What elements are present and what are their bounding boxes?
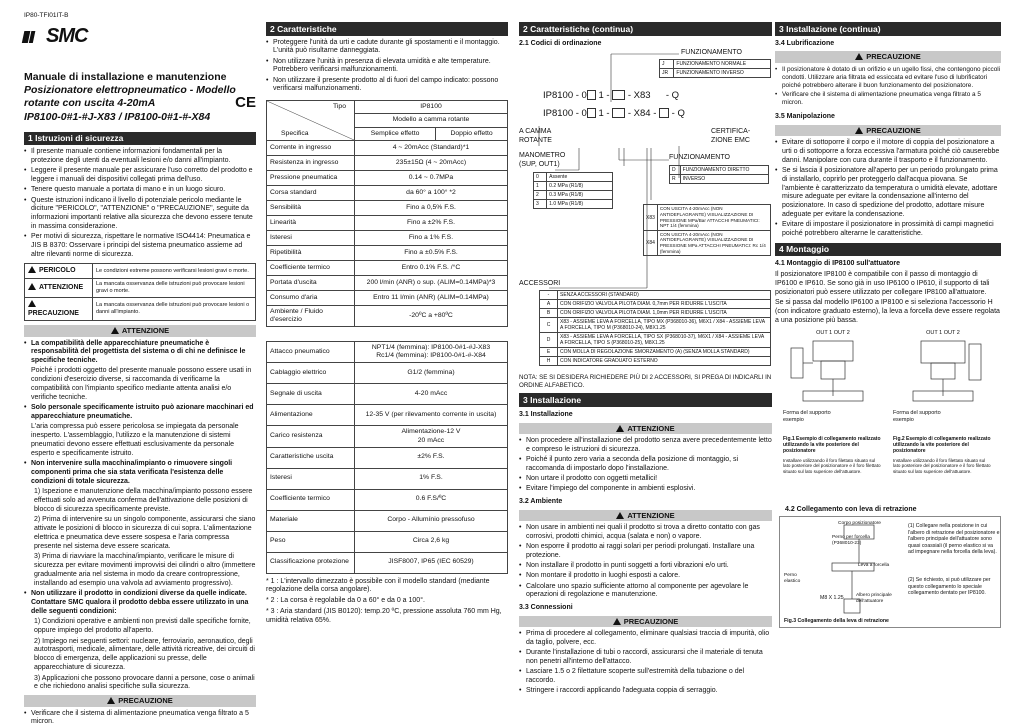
list-item: 1) Condizioni operative e ambienti non previsti dalle specifiche fornite, oppure impiego del prodotto all'aperto. (34, 618, 256, 636)
code-cell: J (660, 60, 674, 69)
fig1-subcaption: Installare utilizzando il foro filettato situato sul lato posteriore del posizionatore e il foro filettato situato sul lato superiore dell'attuatore. (783, 458, 883, 475)
manometro-label: MANOMETRO (SUP, OUT1) (519, 152, 579, 170)
table-row (267, 447, 508, 468)
signal-text: La mancata osservanza delle istruzioni può provocare lesioni gravi o morte. (93, 279, 256, 298)
table-row (25, 279, 256, 298)
desc-cell: 1.0 MPa (R1/8) (547, 199, 613, 208)
table-row (25, 297, 256, 321)
code-part: 1 - (598, 108, 609, 119)
table-row (644, 230, 771, 256)
numbered-list (24, 488, 256, 588)
row-label-cell: Materiale (267, 510, 355, 531)
list-item: • Non utilizzare l'unità in presenza di elevata umidità e alte temperature. Potrebbero verificarsi malfunzionamenti. (266, 58, 508, 76)
table-row (540, 356, 771, 365)
code-part: IP8100 - 0 (543, 108, 587, 119)
desc-cell: FUNZIONAMENTO NORMALE (674, 60, 771, 69)
accessori-body (540, 291, 771, 365)
list-item: 1) Ispezione e manutenzione della macchina/impianto possono essere effettuati solo ad avvenuta conferma dell'attivazione delle posizioni di blocco di sicurezza specificamente previste. (34, 488, 256, 514)
accessori-table (539, 290, 771, 365)
spec-table-2-body (267, 342, 508, 573)
row-value-cell: X83 - ASSIEME LEVA A FORCELLA, TIPO SX (P368010-37), M6X1 / X84 - ASSIEME LEVA A FORCELLA, TIPO S (P368010-25), M8X1.25 (558, 333, 771, 348)
row-value-cell: 1% F.S. (355, 468, 508, 489)
subsection-heading: 3.5 Manipolazione (775, 113, 1001, 122)
row-label-cell: Peso (267, 531, 355, 552)
fig2-caption: Fig.2 Esempio di collegamento realizzato utilizzando la vite posteriore del posizionatore (893, 436, 993, 455)
desc-cell: Assente (547, 173, 613, 182)
precaution-list (24, 710, 256, 727)
doppio-cell: Doppio effetto (436, 127, 508, 140)
list-item: • Prima di procedere al collegamento, eliminare qualsiasi traccia di impurità, olio da taglio, polvere, ecc. (519, 630, 772, 648)
row-label-cell: E (540, 348, 558, 357)
list-item: • Proteggere l'unità da urti e cadute durante gli spostamenti e il montaggio. L'unità può risultarne danneggiata. (266, 39, 508, 57)
funz2-options-table (669, 165, 769, 184)
header-cell (267, 101, 355, 141)
connessioni-bullets (519, 630, 772, 696)
warning-icon (111, 327, 119, 334)
list-item: • Il posizionatore è dotato di un orifizio e un ugello fissi, che contengono piccoli condotti. Utilizzare aria filtrata ed essiccata ed evitare l'uso di lubrificatori poiché potrebbero alterare il buon funzionamento del posizionatore. (775, 66, 1001, 90)
warning-icon (855, 127, 863, 134)
desc-cell: INVERSO (680, 175, 768, 184)
table-row (670, 175, 769, 184)
row-value-cell: JISF8007, IP65 (IEC 60529) (355, 552, 508, 573)
table-row (267, 276, 508, 291)
row-value-cell: Fino a 0,5% F.S. (355, 201, 508, 216)
desc-cell: FUNZIONAMENTO DIRETTO (680, 166, 768, 175)
signal-word: ATTENZIONE (25, 279, 93, 298)
row-value-cell: 4 ~ 20mAcc (Standard)*1 (355, 141, 508, 156)
paragraph: Il posizionatore IP8100 è compatibile con il passo di montaggio di IP6100 e IP610. Se sono già in uso IP6100 o IP610, il supporto di tali posizionatori può essere utilizzato per collegare IP8100 all'attuatore. (775, 271, 1001, 297)
code-part: IP8100 - 0 (543, 90, 587, 101)
code-part: - Q (666, 90, 679, 101)
safety-bullets (24, 148, 256, 259)
list-item: • Non usare in ambienti nei quali il prodotto si trova a diretto contatto con gas corrosivi, prodotti chimici, acqua (salata e non) o vapore. (519, 524, 772, 542)
row-label-cell: D (540, 333, 558, 348)
row-value-cell: CON ORIFIZIO VALVOLA PILOTA DIAM. 1,0mm PER RIDURRE L'USCITA (558, 309, 771, 318)
order-code-1 (543, 90, 679, 102)
section-heading: 3 Installazione (continua) (775, 22, 1001, 36)
fig1-out-label: OUT 1 OUT 2 (783, 330, 883, 337)
subsection-heading: 4.1 Montaggio di IP8100 sull'attuatore (775, 260, 1001, 269)
list-item: • Solo personale specificamente istruito può azionare macchinari ed apparecchiature pneumatiche. (24, 404, 256, 422)
signal-text: La mancata osservanza delle istruzioni può provocare lesioni o danni all'impianto. (93, 297, 256, 321)
subsection-heading: 3.1 Installazione (519, 411, 772, 420)
warning-icon (28, 283, 36, 290)
page-title (24, 71, 256, 124)
funzionamento-2-label: FUNZIONAMENTO (669, 154, 730, 163)
table-row (534, 199, 613, 208)
table-row (267, 405, 508, 426)
cert-label: CERTIFICA-ZIONE EMC (711, 128, 765, 146)
modello-cell: Modello a camma rotante (355, 114, 508, 127)
list-item: • Evitare di impostare il posizionatore in prossimità di campi magnetici poiché potrebbero alterarne le caratteristiche. (775, 221, 1001, 239)
signal-word: PRECAUZIONE (25, 297, 93, 321)
table-row (540, 291, 771, 300)
table-row (267, 426, 508, 447)
fig3-label: Leva a forcella (858, 563, 889, 569)
accessori-label: ACCESSORI (519, 280, 560, 289)
table-row (267, 156, 508, 171)
desc-cell: CON USCITA 4-20mAcc (NON ANTIDEFLAGRANTE) VISUALIZZAZIONE DI PRESSIONE MPa ATTACCHI PNEUMATICI: Rc 1/4 (femmina) (657, 230, 770, 256)
row-value-cell: NPT1/4 (femmina): IP8100-0#1-#J-X83 Rc1/4 (femmina): IP8100-0#1-#-X84 (355, 342, 508, 363)
list-item: • Non esporre il prodotto ai raggi solari per periodi prolungati. Installare una protezione. (519, 543, 772, 561)
row-value-cell: 235±15Ω (4 ~ 20mAcc) (355, 156, 508, 171)
section-heading: 2 Caratteristiche (266, 22, 508, 36)
row-label-cell: Consumo d'aria (267, 291, 355, 306)
row-label-cell: H (540, 356, 558, 365)
list-item: • Verificare che il sistema di alimentazione pneumatica venga filtrato a 5 micron. (24, 710, 256, 727)
table-row (267, 261, 508, 276)
table-row (534, 182, 613, 191)
code-cell: X84 (644, 230, 658, 256)
code-cell: D (670, 166, 681, 175)
row-value-cell: Entro 0.1% F.S. /°C (355, 261, 508, 276)
fig1-forma-label: Forma del supporto esempio (783, 410, 833, 424)
section-heading: 4 Montaggio (775, 243, 1001, 257)
warning-list-4 (24, 590, 256, 616)
fig3-note: (2) Se richiesto, si può utilizzare per questo collegamento lo speciale collegamento dentato per IP8100. (908, 577, 1000, 597)
table-row (534, 173, 613, 182)
table-row (267, 171, 508, 186)
table-row (660, 69, 771, 78)
row-label-cell: Sensibilità (267, 201, 355, 216)
subsection-heading: 4.2 Collegamento con leva di retrazione (785, 506, 1001, 515)
table-row (540, 317, 771, 332)
brand-logo (24, 24, 256, 49)
title-line-2: Posizionatore elettropneumatico - Modello rotante con uscita 4-20mA (24, 84, 256, 110)
table-row (267, 101, 508, 114)
table-row (267, 342, 508, 363)
signal-word-table (24, 263, 256, 321)
list-item: • Non procedere all'installazione del prodotto senza avere precedentemente letto e compreso le istruzioni di sicurezza. (519, 437, 772, 455)
row-label-cell: Segnale di uscita (267, 384, 355, 405)
table-row (660, 60, 771, 69)
row-value-cell: 200 l/min (ANR) o sup. (ALIM=0.14MPa)*3 (355, 276, 508, 291)
row-label-cell: A (540, 300, 558, 309)
row-label-cell: Coefficiente termico (267, 261, 355, 276)
table-row (25, 264, 256, 279)
fig2-forma-label: Forma del supporto esempio (893, 410, 943, 424)
table-row (267, 291, 508, 306)
code-cell: 3 (534, 199, 547, 208)
list-item: • Tenere questo manuale a portata di mano e in un luogo sicuro. (24, 186, 256, 195)
row-value-cell: Alimentazione-12 V 20 mAcc (355, 426, 508, 447)
list-item: • Se si lascia il posizionatore all'aperto per un periodo prolungato prima di installarlo, coprirlo per proteggerlo dall'acqua piovana. Se l'ambiente è caratterizzato da temperatura o umidità elevate, adottare misure adeguate per evitare la condensazione all'interno del posizionatore. In caso di spedizione del prodotto, adottare misure adeguate per evitare la condensazione. (775, 167, 1001, 220)
table-row (540, 348, 771, 357)
code-cell: R (670, 175, 681, 184)
fig3-label: Perno per forcella (P368010-23) (832, 535, 878, 547)
row-label-cell: C (540, 317, 558, 332)
spec-table-1-body (267, 141, 508, 327)
desc-cell: 0.2 MPa (R1/8) (547, 182, 613, 191)
funzionamento-label: FUNZIONAMENTO (681, 49, 742, 58)
table-row (534, 191, 613, 200)
warning-bar: ATTENZIONE (519, 423, 772, 434)
row-label-cell: Carico resistenza (267, 426, 355, 447)
table-row (670, 166, 769, 175)
row-value-cell: ±2% F.S. (355, 447, 508, 468)
table-row (267, 489, 508, 510)
code-cell: X83 (644, 205, 658, 231)
list-item: • La compatibilità delle apparecchiature pneumatiche è responsabilità del progettista del sistema o di chi ne definisce le specifiche tecniche. (24, 340, 256, 366)
column-1 (24, 12, 256, 718)
table-row (267, 216, 508, 231)
numbered-list (24, 618, 256, 692)
precaution-bar: PRECAUZIONE (775, 125, 1001, 136)
paragraph: L'aria compressa può essere pericolosa se impiegata da personale inesperto. L'assemblaggio, l'utilizzo e la manutenzione di sistemi pneumatici devono essere effettuati esclusivamente da personale esperto e specificamente istruito. (24, 423, 256, 458)
list-item: • Verificare che il sistema di alimentazione pneumatica venga filtrato a 5 micron. (775, 91, 1001, 107)
section-heading: 3 Installazione (519, 393, 772, 407)
table-row (540, 333, 771, 348)
precaution-bar: PRECAUZIONE (775, 51, 1001, 62)
row-label-cell: Cablaggio elettrico (267, 363, 355, 384)
row-label-cell: Attacco pneumatico (267, 342, 355, 363)
install-bullets (519, 437, 772, 494)
warning-icon (613, 618, 621, 625)
row-value-cell: CON ORIFIZIO VALVOLA PILOTA DIAM. 0,7mm PER RIDURRE L'USCITA (558, 300, 771, 309)
warning-bar: ATTENZIONE (519, 510, 772, 521)
fig2-out-label: OUT 1 OUT 2 (893, 330, 993, 337)
warning-bar: ATTENZIONE (24, 325, 256, 336)
positioner-drawing-icon (893, 336, 993, 406)
lubrificazione-bullets (775, 66, 1001, 108)
row-label-cell: Caratteristiche uscita (267, 447, 355, 468)
row-value-cell: da 60° a 100° *2 (355, 186, 508, 201)
row-value-cell: Entro 11 l/min (ANR) (ALIM=0.14MPa) (355, 291, 508, 306)
order-note: NOTA: SE SI DESIDERA RICHIEDERE PIÙ DI 2 ACCESSORI, SI PREGA DI INDICARLI IN ORDINE ALFABETICO. (519, 374, 772, 390)
doc-id: IP80-TFI01IT-B (24, 12, 256, 20)
fig3-label: Perno elastico (784, 573, 814, 585)
x-options-table (643, 204, 771, 256)
semplice-cell: Semplice effetto (355, 127, 436, 140)
order-code-2 (543, 108, 685, 120)
figure-2 (893, 330, 993, 500)
brand-name: SMC (46, 24, 87, 49)
list-item: • Stringere i raccordi applicando l'adeguata coppia di serraggio. (519, 687, 772, 696)
list-item: • Durante l'installazione di tubi o raccordi, assicurarsi che il materiale di tenuta non penetri all'interno dell'attacco. (519, 649, 772, 667)
table-row (267, 468, 508, 489)
table-row (540, 300, 771, 309)
section-heading: 2 Caratteristiche (continua) (519, 22, 772, 36)
row-label-cell: Corrente in ingresso (267, 141, 355, 156)
row-label-cell: Isteresi (267, 231, 355, 246)
figure-3 (779, 516, 1001, 628)
row-value-cell: X83 - ASSIEME LEVA A FORCELLA, TIPO MX (P368010-36), M6X1 / X84 - ASSIEME LEVA A FORCELLA, TIPO M (P368010-24), M8X1.25 (558, 317, 771, 332)
row-value-cell: -20ºC a +80ºC (355, 306, 508, 327)
table-row (267, 201, 508, 216)
row-value-cell: 0.14 ~ 0.7MPa (355, 171, 508, 186)
table-row (267, 363, 508, 384)
warning-list-2 (24, 404, 256, 422)
row-label-cell: Classificazione protezione (267, 552, 355, 573)
row-label-cell: Pressione pneumatica (267, 171, 355, 186)
table-row (540, 309, 771, 318)
row-value-cell: Circa 2,6 kg (355, 531, 508, 552)
list-item: • Non utilizzare il prodotto in condizioni diverse da quelle indicate. Contattare SMC qualora il prodotto debba essere utilizzato in una delle seguenti condizioni: (24, 590, 256, 616)
table-row (267, 384, 508, 405)
subsection-heading: 3.3 Connessioni (519, 604, 772, 613)
row-label-cell: Corsa standard (267, 186, 355, 201)
list-item: • Non intervenire sulla macchina/impianto o rimuovere singoli componenti prima che sia stata verificata l'esistenza delle condizioni di totale sicurezza. (24, 460, 256, 486)
fig3-label: Albero principale dell'attuatore (856, 593, 906, 605)
model-cell: IP8100 (355, 101, 508, 114)
row-value-cell: 4-20 mAcc (355, 384, 508, 405)
warning-list (24, 340, 256, 366)
code-cell: 2 (534, 191, 547, 200)
spec-table-1 (266, 100, 508, 327)
table-row (644, 205, 771, 231)
row-value-cell: CON MOLLA DI REGOLAZIONE SMORZAMENTO (A) (SENZA MOLLA STANDARD) (558, 348, 771, 357)
warning-list-3 (24, 460, 256, 486)
row-label-cell: Isteresi (267, 468, 355, 489)
fig3-caption: Fig.3 Collegamento della leva di retrazione (784, 618, 889, 625)
list-item: • Queste istruzioni indicano il livello di potenziale pericolo mediante le diciture "PERICOLO", "ATTENZIONE" o "PRECAUZIONE", seguite da informazioni importanti relative alla sicurezza che devono essere tenute in massima considerazione. (24, 197, 256, 232)
table-row (267, 246, 508, 261)
row-label-cell: Portata d'uscita (267, 276, 355, 291)
footnote: * 1 : L'intervallo dimezzato è possibile con il modello standard (mediante regolazione della corsa angolare). (266, 578, 508, 596)
warning-icon (28, 266, 36, 273)
spec-bullets (266, 39, 508, 95)
row-value-cell: SENZA ACCESSORI (STANDARD) (558, 291, 771, 300)
camma-label: A CAMMA ROTANTE (519, 128, 565, 146)
list-item: • Calcolare uno spazio sufficiente attorno al componente per agevolare le operazioni di regolazione e manutenzione. (519, 583, 772, 601)
row-value-cell: Corpo - Allumínio pressofuso (355, 510, 508, 531)
row-label-cell: Coefficiente termico (267, 489, 355, 510)
list-item: • Non montare il prodotto in luoghi esposti a calore. (519, 572, 772, 581)
figures-1-2 (775, 330, 1001, 502)
row-label-cell: B (540, 309, 558, 318)
row-value-cell: CON INDICATORE GRADUATO ESTERNO (558, 356, 771, 365)
desc-cell: 0.3 MPa (R1/8) (547, 191, 613, 200)
warning-icon (107, 697, 115, 704)
table-row (267, 531, 508, 552)
list-item: • Per motivi di sicurezza, rispettare le normative ISO4414: Pneumatica e JIS B 8370: Osservare i principi del sistema pneumatico assieme ad altre rilevanti norme di sicurezza. (24, 233, 256, 259)
fig3-label: M8 X 1.25 (820, 595, 844, 602)
smc-logo-icon (24, 28, 46, 46)
section-heading: 1 Istruzioni di sicurezza (24, 132, 256, 146)
table-row (267, 306, 508, 327)
list-item: 2) Impiego nei seguenti settori: nucleare, ferroviario, aeronautico, degli autotrasporti, medicale, alimentare, delle attività ricreative, dei circuiti di blocco di emergenza, delle applicazioni su presse, delle apparecchiature di sicurezza. (34, 638, 256, 673)
table-row (267, 141, 508, 156)
column-3 (519, 12, 772, 718)
footnote: * 3 : Aria standard (JIS B0120): temp.20 ºC, pressione assoluta 760 mm Hg, umidità relativa 65%. (266, 608, 508, 626)
warning-icon (855, 53, 863, 60)
list-item: • Non utilizzare il presente prodotto al di fuori del campo indicato: possono verificarsi malfunzionamenti. (266, 77, 508, 95)
list-item: • Leggere il presente manuale per assicurare l'uso corretto del prodotto e leggere i manuali dei dispositivi collegati prima dell'uso. (24, 167, 256, 185)
code-cell: 1 (534, 182, 547, 191)
code-cell: 0 (534, 173, 547, 182)
fig3-label: Corpo posizionatore (838, 521, 881, 527)
spec-table-2 (266, 341, 508, 573)
list-item: 2) Prima di intervenire su un singolo componente, assicurarsi che siano attivate le posizioni di blocco in sicurezza di cui sopra. L'alimentazione elettrica e pneumatica deve essere sospesa e l'aria compressa presente nel sistema deve essere scaricata. (34, 516, 256, 551)
footnotes (266, 578, 508, 626)
ambiente-bullets (519, 524, 772, 600)
funz-options-table (659, 59, 771, 78)
row-label-cell: Resistenza in ingresso (267, 156, 355, 171)
table-row (267, 510, 508, 531)
figure-1 (783, 330, 883, 500)
warning-icon (28, 300, 36, 307)
row-value-cell: 12-35 V (per rilevamento corrente in uscita) (355, 405, 508, 426)
row-label-cell: Alimentazione (267, 405, 355, 426)
desc-cell: FUNZIONAMENTO INVERSO (674, 69, 771, 78)
list-item: • Il presente manuale contiene informazioni fondamentali per la protezione degli utenti da eventuali lesioni e/o danni all'impianto. (24, 148, 256, 166)
fig1-caption: Fig.1 Esempio di collegamento realizzato utilizzando la vite posteriore del posizionatore (783, 436, 883, 455)
table-row (267, 231, 508, 246)
row-label-cell: - (540, 291, 558, 300)
column-4 (775, 12, 1001, 718)
row-label-cell: Ambiente / Fluido d'esercizio (267, 306, 355, 327)
row-value-cell: Fino a ±0.5% F.S. (355, 246, 508, 261)
row-label-cell: Linearità (267, 216, 355, 231)
header-spec: Specifica (281, 130, 309, 138)
desc-cell: CON USCITA 4-20mAcc (NON ANTIDEFLAGRANTE) VISUALIZZAZIONE DI PRESSIONE MPa/Bar ATTACCHI PNEUMATICI: NPT 1/4 (femmina) (657, 205, 770, 231)
warning-icon (616, 425, 624, 432)
header-tipo: Tipo (333, 103, 346, 111)
list-item: • Poiché il punto zero varia a seconda della posizione di montaggio, si raccomanda di impostarlo dopo l'installazione. (519, 456, 772, 474)
fig3-note: (1) Collegare nella posizione in cui l'albero di retrazione del posizionatore e l'albero principale dell'attuatore sono quasi coassiali (il perno elastico si va ad impegnare nella forcella della leva). (908, 523, 1000, 556)
manipolazione-bullets (775, 139, 1001, 238)
list-item: 3) Prima di riavviare la macchina/impianto, verificare le misure di sicurezza per evitare movimenti improvvisi dei cilindri o altro (immettere gradualmente aria nel sistema in modo da creare contropressione, installando ad esempio una valvola ad avviamento progressivo). (34, 553, 256, 588)
paragraph: Poiché i prodotti oggetto del presente manuale possono essere usati in condizioni d'esercizio diverse, si raccomanda di verificarne la compatibilità con l'impianto specifico mediante attenta analisi e/o verifiche tecniche. (24, 367, 256, 402)
title-line-1: Manuale di installazione e manutenzione (24, 71, 256, 84)
list-item: • Evitare l'impiego del componente in ambienti esplosivi. (519, 485, 772, 494)
list-item: • Non installare il prodotto in punti soggetti a forti vibrazioni e/o urti. (519, 562, 772, 571)
row-label-cell: Ripetibilità (267, 246, 355, 261)
row-value-cell: Fino a ±2% F.S. (355, 216, 508, 231)
row-value-cell: G1/2 (femmina) (355, 363, 508, 384)
ce-mark: CE (235, 94, 256, 113)
subsection-heading: 2.1 Codici di ordinazione (519, 40, 772, 49)
table-row (267, 552, 508, 573)
precaution-bar: PRECAUZIONE (24, 695, 256, 706)
code-cell: JR (660, 69, 674, 78)
list-item: • Lasciare 1.5 o 2 filettature scoperte sull'estremità della tubazione o del raccordo. (519, 668, 772, 686)
subsection-heading: 3.2 Ambiente (519, 498, 772, 507)
code-part: 1 - (598, 90, 609, 101)
signal-word: PERICOLO (25, 264, 93, 279)
subsection-heading: 3.4 Lubrificazione (775, 40, 1001, 49)
row-value-cell: Fino a 1% F.S. (355, 231, 508, 246)
warning-icon (616, 512, 624, 519)
paragraph: Se si passa dal modello IP6100 a IP8100 e si seleziona l'accessorio H (con indicatore graduato esterno), la leva a forcella deve essere regolata a una posizione più bassa. (775, 299, 1001, 325)
column-2 (266, 12, 508, 718)
list-item: • Evitare di sottoporre il corpo e il motore di coppia del posizionatore a urti o di sottoporre a forza eccessiva l'armatura poiché ciò causerebbe danni. Manipolare con cura durante il trasporto e il funzionamento. (775, 139, 1001, 165)
code-part: - Q (672, 108, 685, 119)
list-item: • Non urtare il prodotto con oggetti metallici! (519, 475, 772, 484)
precaution-bar: PRECAUZIONE (519, 616, 772, 627)
ordering-code-diagram (519, 50, 772, 290)
signal-text: Le condizioni estreme possono verificarsi lesioni gravi o morte. (93, 264, 256, 279)
code-part: - X83 (628, 90, 651, 101)
title-line-3: IP8100-0#1-#J-X83 / IP8100-0#1-#-X84 (24, 111, 256, 124)
mano-options-table (533, 172, 613, 208)
code-part: - X84 - (628, 108, 657, 119)
fig2-subcaption: Installare utilizzando il foro filettato situato sul lato posteriore del posizionatore e il foro filettato situato sul lato superiore dell'attuatore. (893, 458, 993, 475)
footnote: * 2 : La corsa è regolabile da 0 a 60° e da 0 a 100°. (266, 597, 508, 606)
row-value-cell: 0.6 F.S/ºC (355, 489, 508, 510)
positioner-drawing-icon (783, 336, 883, 406)
list-item: 3) Applicazioni che possono provocare danni a persone, cose o animali e che richiedono analisi specifiche sulla sicurezza. (34, 675, 256, 693)
table-row (267, 186, 508, 201)
